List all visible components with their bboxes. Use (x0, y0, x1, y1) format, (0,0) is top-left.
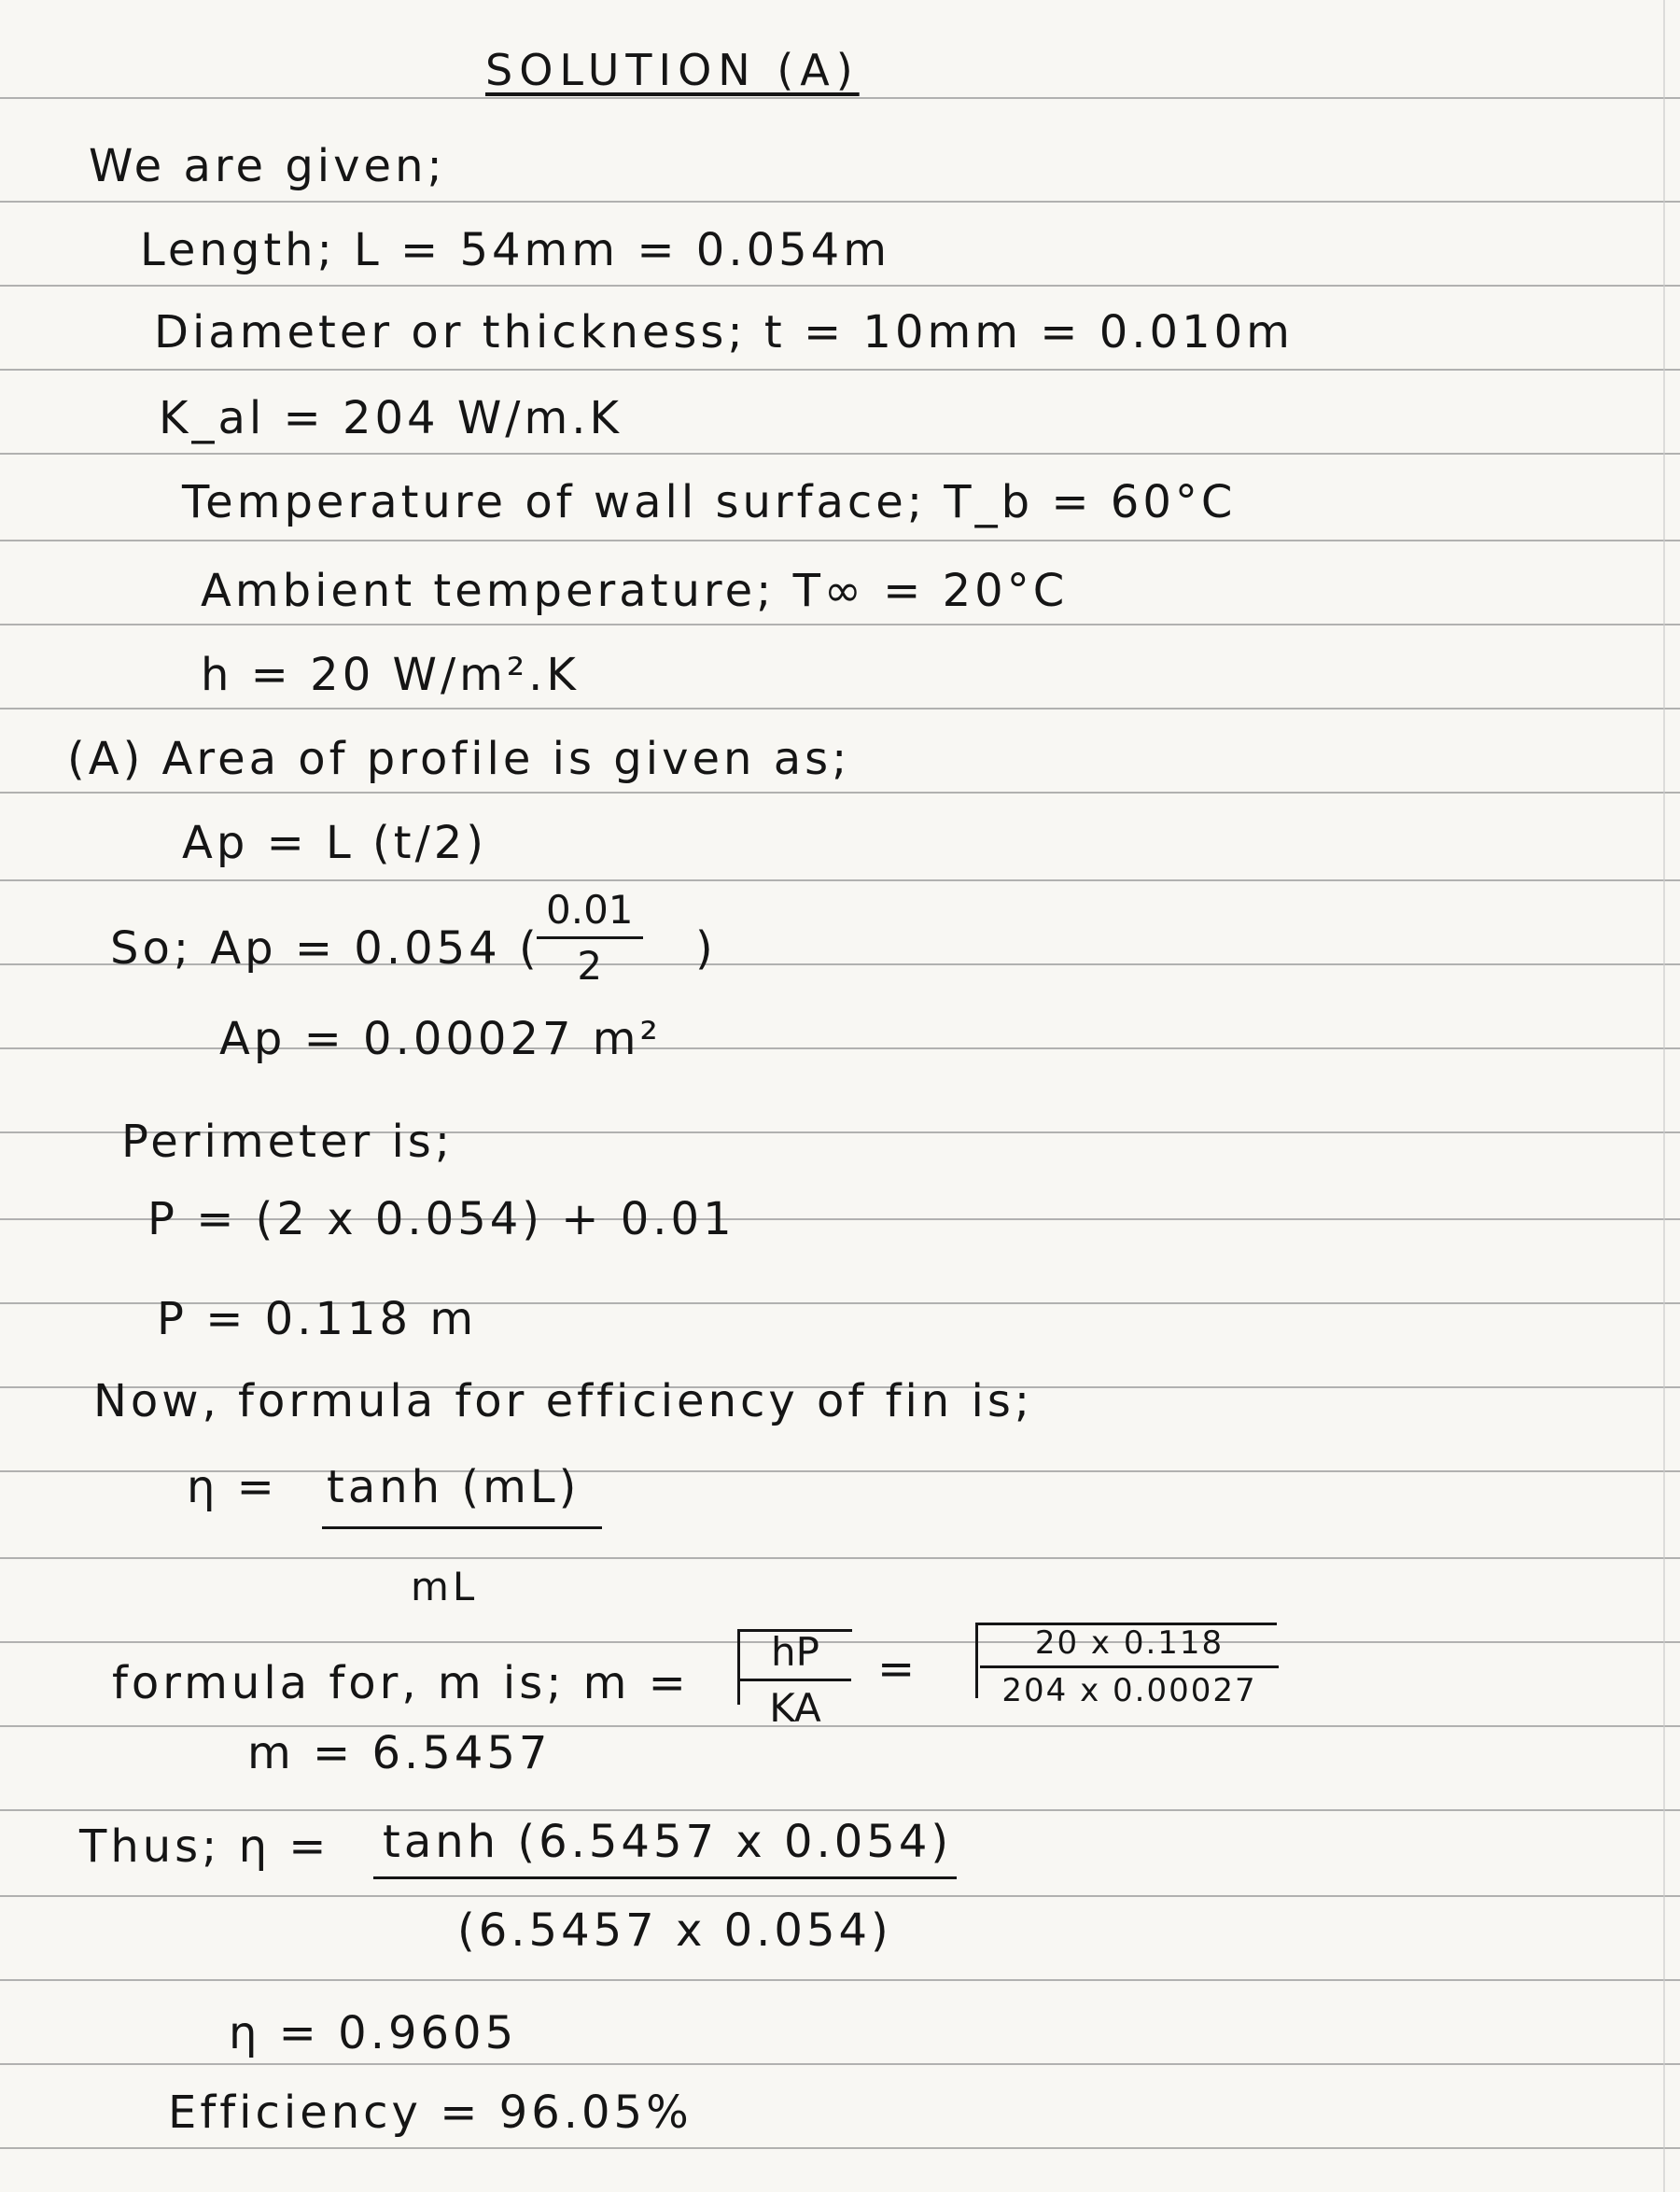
m-fraction-1-denominator: KA (769, 1685, 821, 1731)
m-fraction-2-numerator: 20 x 0.118 (980, 1624, 1279, 1668)
given-conductivity: K_al = 204 W/m.K (159, 392, 623, 444)
ruled-line (0, 369, 1680, 371)
ruled-line (0, 2147, 1680, 2149)
m-result: m = 6.5457 (247, 1727, 552, 1779)
area-fraction-denominator: 2 (577, 943, 603, 989)
ruled-line (0, 624, 1680, 625)
ruled-line (0, 1557, 1680, 1559)
efficiency-numerator: tanh (mL) (327, 1461, 581, 1513)
m-fraction-2-denominator: 204 x 0.00027 (1001, 1672, 1257, 1709)
efficiency-value: η = 0.9605 (229, 2007, 518, 2059)
area-result: Ap = 0.00027 m² (219, 1013, 662, 1065)
efficiency-fraction-bar (322, 1526, 602, 1529)
final-efficiency-denominator: (6.5457 x 0.054) (457, 1904, 892, 1957)
perimeter-formula: P = (2 x 0.054) + 0.01 (147, 1193, 735, 1245)
given-wall-temperature: Temperature of wall surface; T_b = 60°C (182, 476, 1237, 528)
m-fraction-substituted (980, 1624, 1279, 1709)
ruled-line (0, 879, 1680, 881)
final-efficiency-numerator: tanh (6.5457 x 0.054) (383, 1816, 953, 1868)
ruled-line (0, 540, 1680, 541)
ruled-line (0, 2063, 1680, 2065)
m-fraction-hp-over-ka (739, 1629, 851, 1731)
ruled-line (0, 285, 1680, 287)
ruled-line (0, 97, 1680, 99)
page-margin-line (1663, 0, 1665, 2192)
efficiency-denominator: mL (411, 1564, 479, 1609)
ruled-line (0, 1895, 1680, 1897)
given-diameter: Diameter or thickness; t = 10mm = 0.010m (154, 306, 1294, 358)
area-fraction-numerator: 0.01 (537, 887, 643, 939)
ruled-line (0, 201, 1680, 203)
ruled-line (0, 708, 1680, 710)
area-of-profile-formula: Ap = L (t/2) (182, 817, 488, 869)
ruled-line (0, 453, 1680, 455)
final-efficiency-lhs: Thus; η = (79, 1820, 330, 1873)
area-of-profile-heading: (A) Area of profile is given as; (67, 733, 851, 785)
area-substitution-suffix: ) (695, 922, 717, 975)
given-ambient-temperature: Ambient temperature; T∞ = 20°C (201, 565, 1069, 617)
m-fraction-1-numerator: hP (739, 1629, 851, 1681)
area-substitution-prefix: So; Ap = 0.054 ( (110, 922, 540, 975)
given-length: Length; L = 54mm = 0.054m (140, 224, 890, 276)
efficiency-percentage: Efficiency = 96.05% (168, 2087, 693, 2139)
efficiency-lhs: η = (187, 1461, 278, 1513)
perimeter-heading: Perimeter is; (121, 1116, 454, 1168)
m-formula-prefix: formula for, m is; m = (112, 1657, 690, 1709)
given-heat-transfer-coefficient: h = 20 W/m².K (201, 649, 580, 701)
area-substitution-fraction (537, 887, 643, 989)
solution-title: SOLUTION (A) (485, 45, 860, 95)
final-efficiency-fraction-bar (373, 1876, 957, 1879)
efficiency-formula-heading: Now, formula for efficiency of fin is; (93, 1375, 1033, 1427)
given-intro: We are given; (89, 140, 446, 192)
ruled-line (0, 1809, 1680, 1811)
m-equals-sign: = (877, 1643, 919, 1695)
ruled-line (0, 792, 1680, 794)
perimeter-result: P = 0.118 m (157, 1293, 478, 1345)
ruled-line (0, 1979, 1680, 1981)
